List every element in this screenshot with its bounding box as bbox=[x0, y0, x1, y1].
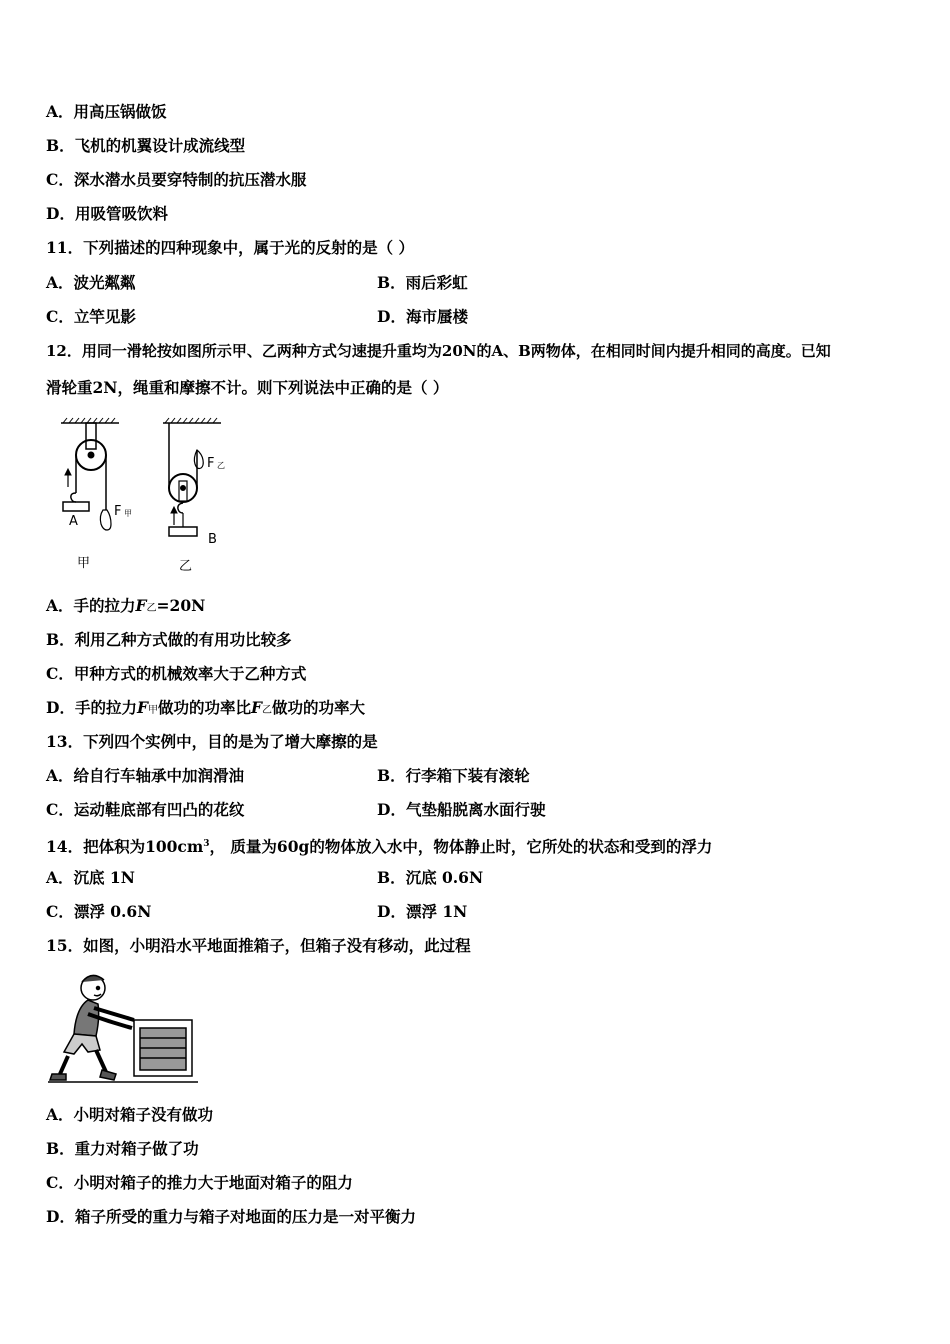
force-right-label: F bbox=[207, 456, 215, 471]
q14-option-b: B．沉底 0.6N bbox=[377, 868, 484, 887]
force-left-label: F bbox=[114, 504, 122, 519]
q14-option-a: A．沉底 1N bbox=[46, 868, 135, 887]
q11-stem: 11．下列描述的四种现象中，属于光的反射的是（ ） bbox=[46, 238, 414, 257]
q10-option-a: A．用高压锅做饭 bbox=[46, 102, 167, 121]
q11-option-b: B．雨后彩虹 bbox=[377, 273, 468, 292]
q13-option-d: D．气垫船脱离水面行驶 bbox=[377, 800, 546, 819]
q10-option-b: B．飞机的机翼设计成流线型 bbox=[46, 136, 246, 155]
q12-option-b: B．利用乙种方式做的有用功比较多 bbox=[46, 630, 292, 649]
q12-stem-line2: 滑轮重2N，绳重和摩擦不计。则下列说法中正确的是（ ） bbox=[46, 378, 449, 397]
q11-option-c: C．立竿见影 bbox=[46, 307, 136, 326]
q14-option-c: C．漂浮 0.6N bbox=[46, 902, 152, 921]
force-left-sub: 甲 bbox=[124, 509, 132, 518]
label-b: B bbox=[208, 532, 217, 547]
q13-option-b: B．行李箱下装有滚轮 bbox=[377, 766, 530, 785]
q15-stem: 15．如图，小明沿水平地面推箱子，但箱子没有移动，此过程 bbox=[46, 936, 471, 955]
q12-option-a: A．手的拉力F乙=20N bbox=[46, 596, 206, 615]
q15-option-b: B．重力对箱子做了功 bbox=[46, 1139, 199, 1158]
boy-pushing-box-figure bbox=[48, 970, 198, 1088]
q10-option-d: D．用吸管吸饮料 bbox=[46, 204, 168, 223]
q14-option-d: D．漂浮 1N bbox=[377, 902, 468, 921]
q12-stem-line1: 12．用同一滑轮按如图所示甲、乙两种方式匀速提升重均为20N的A、B两物体，在相同时间内提升相同的高度。已知 bbox=[46, 342, 831, 360]
q13-stem: 13．下列四个实例中，目的是为了增大摩擦的是 bbox=[46, 732, 378, 751]
fixed-pulley bbox=[76, 423, 106, 510]
q10-option-c: C．深水潜水员要穿特制的抗压潜水服 bbox=[46, 170, 307, 189]
hand-left-icon bbox=[100, 510, 111, 530]
ceiling-right bbox=[163, 418, 221, 423]
q11-option-d: D．海市蜃楼 bbox=[377, 307, 468, 326]
q15-option-d: D．箱子所受的重力与箱子对地面的压力是一对平衡力 bbox=[46, 1207, 416, 1226]
q12-option-c: C．甲种方式的机械效率大于乙种方式 bbox=[46, 664, 307, 683]
label-a: A bbox=[69, 514, 78, 529]
force-right-sub: 乙 bbox=[217, 461, 225, 470]
caption-left: 甲 bbox=[77, 556, 91, 571]
weight-b bbox=[169, 503, 197, 536]
q15-option-c: C．小明对箱子的推力大于地面对箱子的阻力 bbox=[46, 1173, 353, 1192]
hand-right-icon bbox=[194, 450, 203, 469]
caption-right: 乙 bbox=[179, 559, 193, 574]
pulley-figure bbox=[55, 415, 245, 575]
q13-option-a: A．给自行车轴承中加润滑油 bbox=[46, 766, 245, 785]
q13-option-c: C．运动鞋底部有凹凸的花纹 bbox=[46, 800, 245, 819]
q12-option-d: D．手的拉力F甲做功的功率比F乙做功的功率大 bbox=[46, 698, 366, 717]
q11-option-a: A．波光粼粼 bbox=[46, 273, 136, 292]
movable-pulley bbox=[169, 423, 197, 502]
q15-option-a: A．小明对箱子没有做功 bbox=[46, 1105, 214, 1124]
q14-stem: 14．把体积为$100cm^3$， 质量为60g的物体放入水中，物体静止时，它所处的状态和受到的浮力 bbox=[46, 837, 713, 857]
